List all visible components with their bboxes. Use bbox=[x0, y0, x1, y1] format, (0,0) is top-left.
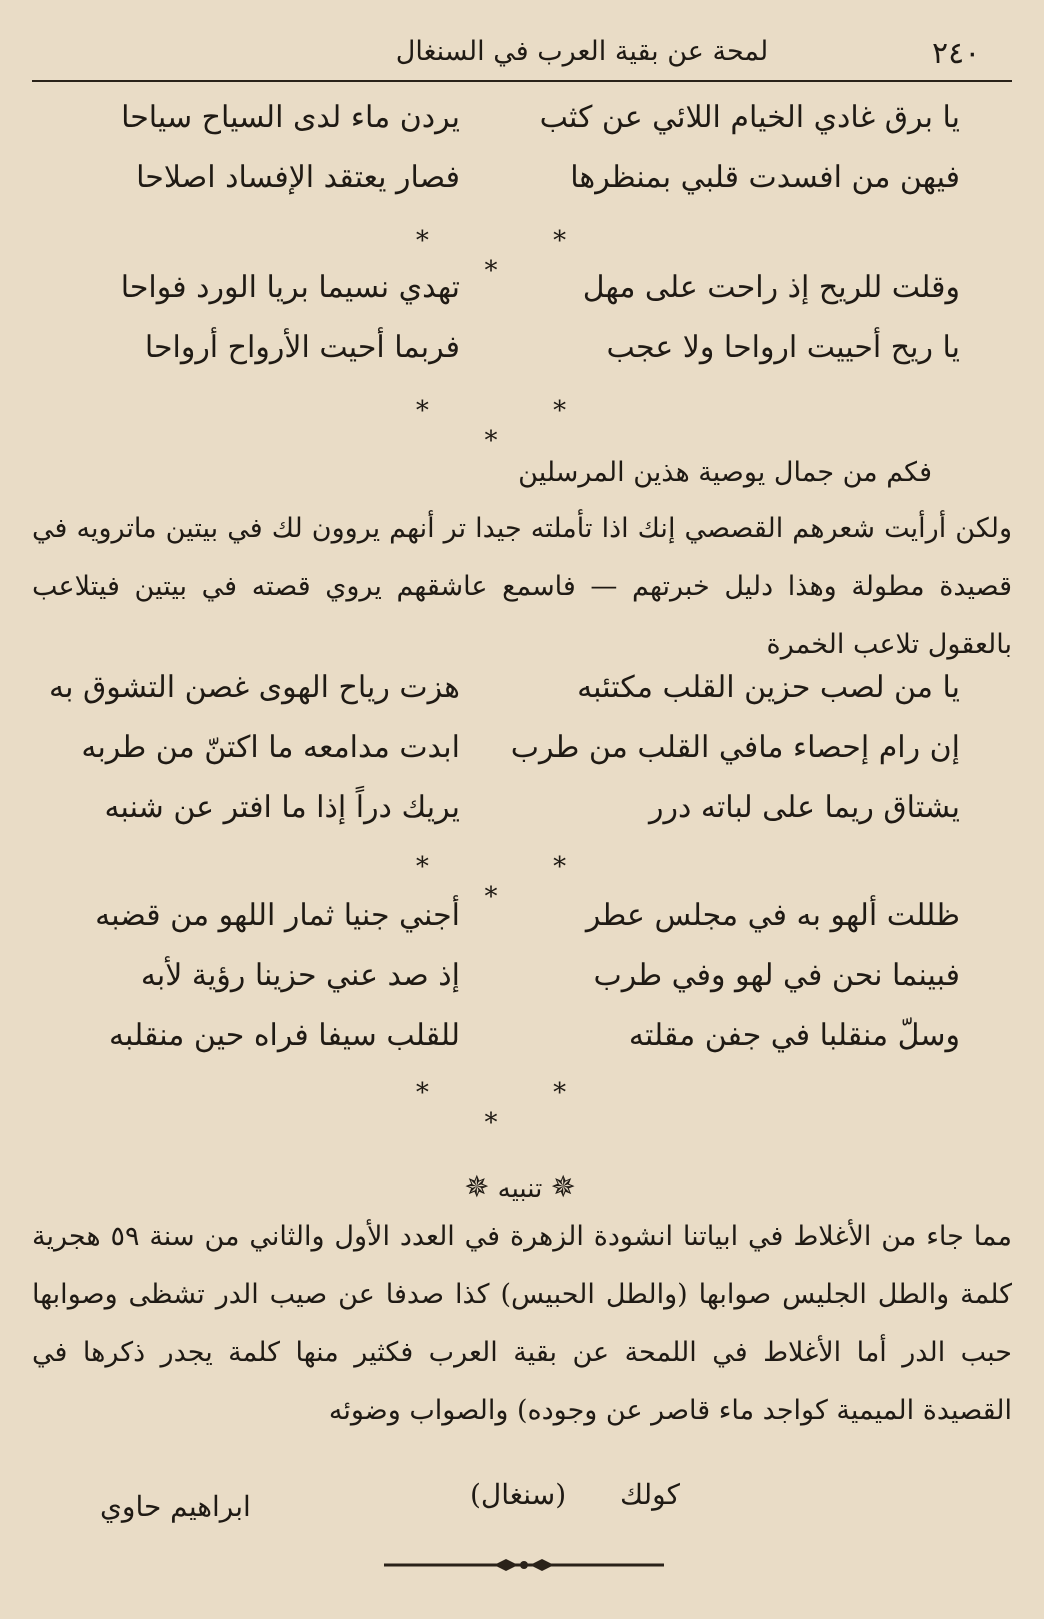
prose-line bbox=[32, 444, 1012, 502]
notice-text: مما جاء من الأغلاط في ابياتنا انشودة الزهرة في العدد الأول والثاني من سنة ٥٩ هجرية كلمة والطل الجليس صوابها (والطل الحبيس) كذا صدفا عن صيب الدر تشظى وصوابها حبب الدر أما الأغلاط في اللمحة عن بقية العرب فكثير منها كلمة يجدر ذكرها في القصيدة الميمية كواجد ماء قاصر عن وجوده) والصواب وضوئه bbox=[32, 1221, 1012, 1426]
verse-second-hemistich: يريك دراً إذا ما افتر عن شنبه bbox=[104, 790, 460, 825]
verse-first-hemistich: يا من لصب حزين القلب مكتئبه bbox=[577, 670, 960, 705]
signature-author: ابراهيم حاوي bbox=[100, 1490, 251, 1523]
prose-paragraph bbox=[32, 500, 1012, 674]
verse-first-hemistich: ظللت ألهو به في مجلس عطر bbox=[585, 898, 960, 933]
signature-place: كولك bbox=[620, 1478, 680, 1511]
end-divider-ornament bbox=[384, 1558, 664, 1572]
verse-line bbox=[60, 100, 980, 160]
stars-separator: * * * bbox=[415, 226, 625, 286]
poem-4 bbox=[60, 898, 980, 1078]
verse-line bbox=[60, 330, 980, 390]
verse-first-hemistich: وقلت للريح إذ راحت على مهل bbox=[582, 270, 960, 305]
prose-text: ولكن أرأيت شعرهم القصصي إنك اذا تأملته جيدا تر أنهم يروون لك في بيتين ماترويه في قصيدة مطولة وهذا دليل خبرتهم — فاسمع عاشقهم يروي قصته في بيتين فيتلاعب بالعقول تلاعب الخمرة bbox=[32, 513, 1012, 660]
verse-line bbox=[60, 898, 980, 958]
signature-country: (سنغال) bbox=[470, 1478, 567, 1511]
verse-line bbox=[60, 790, 980, 850]
poem-1 bbox=[60, 100, 980, 220]
verse-second-hemistich: إذ صد عني حزينا رؤية لأبه bbox=[140, 958, 460, 993]
stars-separator: * * * bbox=[415, 1078, 625, 1138]
verse-first-hemistich: وسلّ منقلبا في جفن مقلته bbox=[628, 1018, 960, 1053]
verse-second-hemistich: فصار يعتقد الإفساد اصلاحا bbox=[136, 160, 460, 195]
stars-separator: * * * bbox=[415, 852, 625, 912]
verse-line bbox=[60, 730, 980, 790]
poem-2 bbox=[60, 270, 980, 390]
verse-second-hemistich: ابدت مدامعه ما اكتنّ من طربه bbox=[81, 730, 460, 765]
ornament-icon: ✵ bbox=[550, 1170, 576, 1205]
notice-title: تنبيه bbox=[497, 1174, 543, 1204]
verse-second-hemistich: للقلب سيفا فراه حين منقلبه bbox=[108, 1018, 460, 1053]
poem-3 bbox=[49, 670, 980, 850]
verse-second-hemistich: فربما أحيت الأرواح أرواحا bbox=[144, 330, 460, 365]
prose-opening-line: فكم من جمال يوصية هذين المرسلين bbox=[518, 457, 932, 488]
verse-first-hemistich: إن رام إحصاء مافي القلب من طرب bbox=[510, 730, 960, 765]
page-number: ٢٤٠ bbox=[932, 36, 981, 71]
notice-heading bbox=[420, 1170, 620, 1205]
page-header bbox=[32, 30, 1012, 82]
ornament-icon: ✵ bbox=[464, 1170, 490, 1205]
verse-second-hemistich: تهدي نسيما بريا الورد فواحا bbox=[120, 270, 460, 305]
verse-first-hemistich: فبينما نحن في لهو وفي طرب bbox=[593, 958, 960, 993]
verse-first-hemistich: فيهن من افسدت قلبي بمنظرها bbox=[570, 160, 960, 195]
verse-second-hemistich: يردن ماء لدى السياح سياحا bbox=[121, 100, 460, 135]
verse-line bbox=[60, 1018, 980, 1078]
verse-first-hemistich: يا ريح أحييت ارواحا ولا عجب bbox=[606, 330, 960, 365]
verse-line bbox=[60, 270, 980, 330]
verse-second-hemistich: أجني جنيا ثمار اللهو من قضبه bbox=[95, 898, 460, 933]
verse-line bbox=[60, 160, 980, 220]
verse-line bbox=[60, 958, 980, 1018]
verse-first-hemistich: يا برق غادي الخيام اللائي عن كثب bbox=[539, 100, 960, 135]
verse-second-hemistich: هزت رياح الهوى غصن التشوق به bbox=[49, 670, 460, 705]
running-title: لمحة عن بقية العرب في السنغال bbox=[395, 36, 769, 67]
notice-paragraph bbox=[32, 1208, 1012, 1440]
verse-line bbox=[49, 670, 980, 730]
stars-separator: * * * bbox=[415, 396, 625, 456]
verse-first-hemistich: يشتاق ريما على لباته درر bbox=[649, 790, 960, 825]
